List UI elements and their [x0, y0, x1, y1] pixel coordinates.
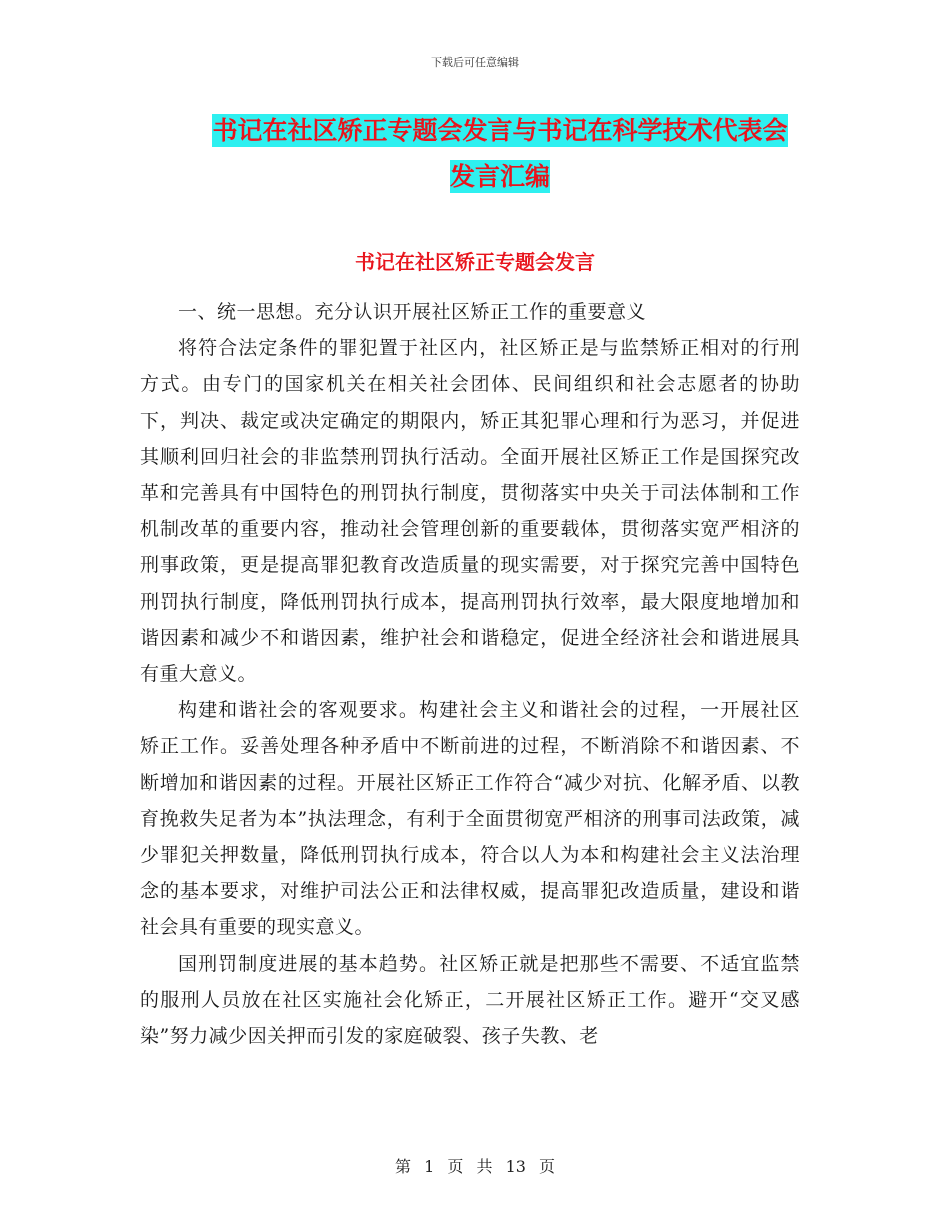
footer-total-prefix: 共	[476, 1157, 493, 1176]
page-footer	[0, 1154, 950, 1177]
footer-page-label: 页	[447, 1157, 464, 1176]
footer-page-number: 1	[424, 1157, 435, 1176]
body-paragraph: 国刑罚制度进展的基本趋势。社区矫正就是把那些不需要、不适宜监禁的服刑人员放在社区实施社会化矫正，二开展社区矫正工作。避开“交叉感染”努力减少因关押而引发的家庭破裂、孩子失教、老	[140, 952, 800, 1048]
header-note: 下载后可任意编辑	[431, 56, 519, 69]
body-paragraph: 一、统一思想。充分认识开展社区矫正工作的重要意义	[178, 301, 647, 323]
document-main-title	[190, 108, 810, 200]
body-paragraph: 将符合法定条件的罪犯置于社区内，社区矫正是与监禁矫正相对的行刑方式。由专门的国家机关在相关社会团体、民间组织和社会志愿者的协助下，判决、裁定或决定确定的期限内，矫正其犯罪心理和行为恶习，并促进其顺利回归社会的非监禁刑罚执行活动。全面开展社区矫正工作是国探究改革和完善具有中国特色的刑罚执行制度，贯彻落实中央关于司法体制和工作机制改革的重要内容，推动社会管理创新的重要载体，贯彻落实宽严相济的刑事政策，更是提高罪犯教育改造质量的现实需要，对于探究完善中国特色刑罚执行制度，降低刑罚执行成本，提高刑罚执行效率，最大限度地增加和谐因素和减少不和谐因素，维护社会和谐稳定，促进全经济社会和谐进展具有重大意义。	[140, 337, 800, 686]
document-body	[140, 294, 800, 1054]
main-title-line2: 发言汇编	[449, 162, 550, 191]
body-paragraph: 构建和谐社会的客观要求。构建社会主义和谐社会的过程，一开展社区矫正工作。妥善处理各种矛盾中不断前进的过程，不断消除不和谐因素、不断增加和谐因素的过程。开展社区矫正工作符合“减少对抗、化解矛盾、以教育挽救失足者为本”执法理念，有利于全面贯彻宽严相济的刑事司法政策，减少罪犯关押数量，降低刑罚执行成本，符合以人为本和构建社会主义法治理念的基本要求，对维护司法公正和法律权威，提高罪犯改造质量，建设和谐社会具有重要的现实意义。	[140, 699, 800, 939]
footer-total-pages: 13	[505, 1157, 526, 1176]
section-title: 书记在社区矫正专题会发言	[355, 250, 595, 274]
main-title-line1: 书记在社区矫正专题会发言与书记在科学技术代表会	[212, 116, 788, 145]
footer-total-label: 页	[539, 1157, 556, 1176]
footer-page-prefix: 第	[394, 1157, 411, 1176]
